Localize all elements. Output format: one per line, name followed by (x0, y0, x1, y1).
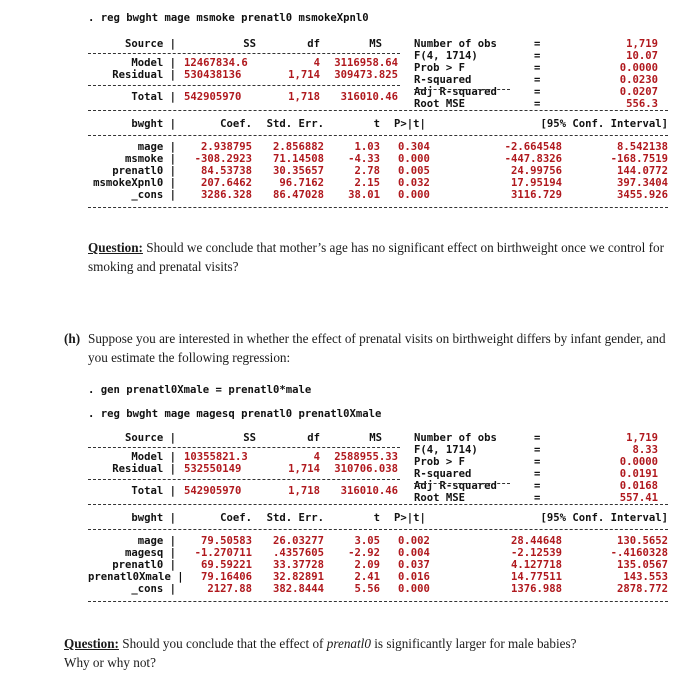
p-value: 0.002 (398, 535, 430, 547)
ci-lower: 14.77511 (510, 571, 562, 583)
model-stat-equals: = (534, 98, 541, 110)
anova-df-value: 4 (313, 57, 320, 69)
coef-value: -308.2923 (194, 153, 252, 165)
coef-value: 79.50583 (200, 535, 252, 547)
coef-row-var: msmoke | (124, 153, 176, 165)
model-stat-name: R-squared (414, 74, 472, 86)
t-value: 38.01 (348, 189, 380, 201)
model-stat-equals: = (534, 432, 541, 444)
p-value: 0.000 (398, 583, 430, 595)
p-value: 0.304 (398, 141, 430, 153)
p-value: 0.016 (398, 571, 430, 583)
model-stat-value: 10.07 (626, 50, 658, 62)
model-stat-equals: = (534, 74, 541, 86)
anova-row-label: Model | (131, 451, 176, 463)
question-label: Question: (88, 240, 143, 255)
t-value: 5.56 (354, 583, 380, 595)
ci-lower: -447.8326 (504, 153, 562, 165)
anova-df-value: 1,714 (288, 463, 320, 475)
coef-header-coef: Coef. (220, 512, 252, 524)
anova-separator (88, 479, 400, 480)
anova-separator (88, 447, 400, 448)
coef-header-rule (88, 135, 668, 136)
anova-header-source: Source | (124, 38, 176, 50)
question-2-variable: prenatl0 (326, 636, 371, 651)
p-value: 0.037 (398, 559, 430, 571)
model-stat-name: Number of obs (414, 432, 497, 444)
ci-lower: 1376.988 (510, 583, 562, 595)
ci-upper: -.4160328 (610, 547, 668, 559)
question-1 (88, 238, 678, 276)
coef-bottom-rule (88, 207, 668, 208)
model-stat-name: Root MSE (414, 492, 466, 504)
anova-ss-value: 542905970 (184, 485, 242, 497)
model-stat-value: 0.0207 (619, 86, 658, 98)
anova-header-source: Source | (124, 432, 176, 444)
coef-value: 79.16406 (200, 571, 252, 583)
se-value: 33.37728 (272, 559, 324, 571)
coef-top-rule (88, 110, 668, 111)
se-value: 86.47028 (272, 189, 324, 201)
ci-upper: 143.553 (623, 571, 668, 583)
coef-row-var: mage | (137, 141, 176, 153)
coef-value: 207.6462 (200, 177, 252, 189)
model-stat-equals: = (534, 492, 541, 504)
ci-lower: -2.12539 (510, 547, 562, 559)
se-value: 26.03277 (272, 535, 324, 547)
question-1-text-line2: smoking and prenatal visits? (88, 259, 239, 274)
coef-header-coef: Coef. (220, 118, 252, 130)
anova-df-value: 1,718 (288, 485, 320, 497)
ci-upper: 3455.926 (616, 189, 668, 201)
model-stat-value: 0.0191 (619, 468, 658, 480)
model-stat-value: 0.0168 (619, 480, 658, 492)
coef-value: 3286.328 (200, 189, 252, 201)
question-1-text: Should we conclude that mother’s age has no significant effect on birthweight once we control for (142, 240, 664, 255)
stats-separator (414, 89, 510, 90)
coef-row-var: prenatl0 | (112, 559, 176, 571)
anova-row-label: Total | (131, 485, 176, 497)
coef-row-var: msmokeXpnl0 | (93, 177, 176, 189)
anova-ss-value: 530438136 (184, 69, 242, 81)
model-stat-equals: = (534, 444, 541, 456)
question-2-text-post: is significantly larger for male babies? (370, 636, 577, 651)
coef-header-ci: [95% Conf. Interval] (540, 512, 668, 524)
anova-row-label: Residual | (112, 69, 176, 81)
anova-ss-value: 12467834.6 (184, 57, 248, 69)
anova-row-label: Model | (131, 57, 176, 69)
p-value: 0.000 (398, 189, 430, 201)
se-value: 32.82891 (272, 571, 324, 583)
ci-upper: 144.0772 (616, 165, 668, 177)
anova-header-df: df (307, 432, 320, 444)
anova-header-ss: SS (243, 432, 256, 444)
anova-header-ss: SS (243, 38, 256, 50)
ci-upper: 8.542138 (616, 141, 668, 153)
part-h-line1: Suppose you are interested in whether the effect of prenatal visits on birthweight differs by infant gender, and (88, 331, 666, 346)
t-value: 2.15 (354, 177, 380, 189)
t-value: 2.78 (354, 165, 380, 177)
anova-ms-value: 310706.038 (334, 463, 398, 475)
coef-header-ci: [95% Conf. Interval] (540, 118, 668, 130)
coef-row-var: prenatl0Xmale | (88, 571, 184, 583)
coef-top-rule (88, 504, 668, 505)
coef-row-var: prenatl0 | (112, 165, 176, 177)
t-value: 2.41 (354, 571, 380, 583)
model-stat-value: 0.0230 (619, 74, 658, 86)
p-value: 0.005 (398, 165, 430, 177)
ci-lower: 17.95194 (510, 177, 562, 189)
t-value: 3.05 (354, 535, 380, 547)
model-stat-value: 1,719 (626, 38, 658, 50)
model-stat-name: R-squared (414, 468, 472, 480)
anova-ms-value: 3116958.64 (334, 57, 398, 69)
model-stat-equals: = (534, 62, 541, 74)
p-value: 0.032 (398, 177, 430, 189)
t-value: 2.09 (354, 559, 380, 571)
coef-header-p: P>|t| (394, 512, 426, 524)
model-stat-name: Adj R-squared (414, 86, 497, 98)
se-value: .4357605 (272, 547, 324, 559)
coef-value: 2.938795 (200, 141, 252, 153)
ci-upper: -168.7519 (610, 153, 668, 165)
coef-header-se: Std. Err. (266, 512, 324, 524)
model-stat-name: Prob > F (414, 456, 466, 468)
anova-row-label: Total | (131, 91, 176, 103)
model-stat-value: 1,719 (626, 432, 658, 444)
coef-header-t: t (373, 118, 380, 130)
anova-df-value: 1,718 (288, 91, 320, 103)
model-stat-name: F(4, 1714) (414, 444, 478, 456)
anova-ms-value: 316010.46 (340, 91, 398, 103)
model-stat-equals: = (534, 456, 541, 468)
model-stat-name: Root MSE (414, 98, 466, 110)
part-h-label: (h) (64, 331, 81, 346)
anova-ss-value: 542905970 (184, 91, 242, 103)
se-value: 71.14508 (272, 153, 324, 165)
anova-ms-value: 2588955.33 (334, 451, 398, 463)
coef-row-var: mage | (137, 535, 176, 547)
stata-command-generate: . gen prenatl0Xmale = prenatl0*male (88, 384, 312, 396)
ci-lower: 4.127718 (510, 559, 562, 571)
p-value: 0.004 (398, 547, 430, 559)
coef-header-depvar: bwght | (131, 512, 176, 524)
model-stat-name: F(4, 1714) (414, 50, 478, 62)
model-stat-value: 0.0000 (619, 62, 658, 74)
model-stat-name: Adj R-squared (414, 480, 497, 492)
ci-upper: 2878.772 (616, 583, 668, 595)
anova-header-df: df (307, 38, 320, 50)
t-value: 1.03 (354, 141, 380, 153)
p-value: 0.000 (398, 153, 430, 165)
se-value: 96.7162 (279, 177, 324, 189)
model-stat-equals: = (534, 38, 541, 50)
model-stat-value: 8.33 (632, 444, 658, 456)
coef-header-rule (88, 529, 668, 530)
question-2 (64, 634, 674, 672)
ci-lower: -2.664548 (504, 141, 562, 153)
model-stat-equals: = (534, 86, 541, 98)
se-value: 2.856882 (272, 141, 324, 153)
coef-value: 84.53738 (200, 165, 252, 177)
anova-ss-value: 10355821.3 (184, 451, 248, 463)
se-value: 382.8444 (272, 583, 324, 595)
stata-command-regress-2: . reg bwght mage magesq prenatl0 prenatl0Xmale (88, 408, 382, 420)
model-stat-value: 0.0000 (619, 456, 658, 468)
question-2-text-pre: Should you conclude that the effect of (118, 636, 327, 651)
model-stat-name: Prob > F (414, 62, 466, 74)
coef-header-p: P>|t| (394, 118, 426, 130)
anova-ss-value: 532550149 (184, 463, 242, 475)
coef-value: 69.59221 (200, 559, 252, 571)
coef-value: -1.270711 (194, 547, 252, 559)
t-value: -2.92 (348, 547, 380, 559)
anova-header-ms: MS (369, 432, 382, 444)
coef-value: 2127.88 (207, 583, 252, 595)
question-2-text-line2: Why or why not? (64, 655, 156, 670)
regression-table-1 (88, 38, 668, 218)
regression-table-2 (88, 432, 668, 612)
coef-row-var: _cons | (131, 189, 176, 201)
anova-header-ms: MS (369, 38, 382, 50)
question-label: Question: (64, 636, 119, 651)
part-h-text (88, 329, 678, 367)
anova-separator (88, 53, 400, 54)
se-value: 30.35657 (272, 165, 324, 177)
model-stat-equals: = (534, 468, 541, 480)
ci-lower: 28.44648 (510, 535, 562, 547)
model-stat-name: Number of obs (414, 38, 497, 50)
coef-bottom-rule (88, 601, 668, 602)
ci-lower: 3116.729 (510, 189, 562, 201)
stats-separator (414, 483, 510, 484)
model-stat-equals: = (534, 480, 541, 492)
ci-upper: 130.5652 (616, 535, 668, 547)
model-stat-value: 556.3 (626, 98, 658, 110)
ci-lower: 24.99756 (510, 165, 562, 177)
t-value: -4.33 (348, 153, 380, 165)
coef-row-var: _cons | (131, 583, 176, 595)
anova-ms-value: 316010.46 (340, 485, 398, 497)
anova-ms-value: 309473.825 (334, 69, 398, 81)
model-stat-value: 557.41 (619, 492, 658, 504)
model-stat-equals: = (534, 50, 541, 62)
anova-df-value: 4 (313, 451, 320, 463)
ci-upper: 397.3404 (616, 177, 668, 189)
anova-df-value: 1,714 (288, 69, 320, 81)
stata-command-regress-1: . reg bwght mage msmoke prenatl0 msmokeXpnl0 (88, 12, 369, 24)
coef-header-t: t (373, 512, 380, 524)
anova-separator (88, 85, 400, 86)
anova-row-label: Residual | (112, 463, 176, 475)
coef-header-se: Std. Err. (266, 118, 324, 130)
part-h-line2: you estimate the following regression: (88, 350, 291, 365)
ci-upper: 135.0567 (616, 559, 668, 571)
coef-header-depvar: bwght | (131, 118, 176, 130)
coef-row-var: magesq | (124, 547, 176, 559)
